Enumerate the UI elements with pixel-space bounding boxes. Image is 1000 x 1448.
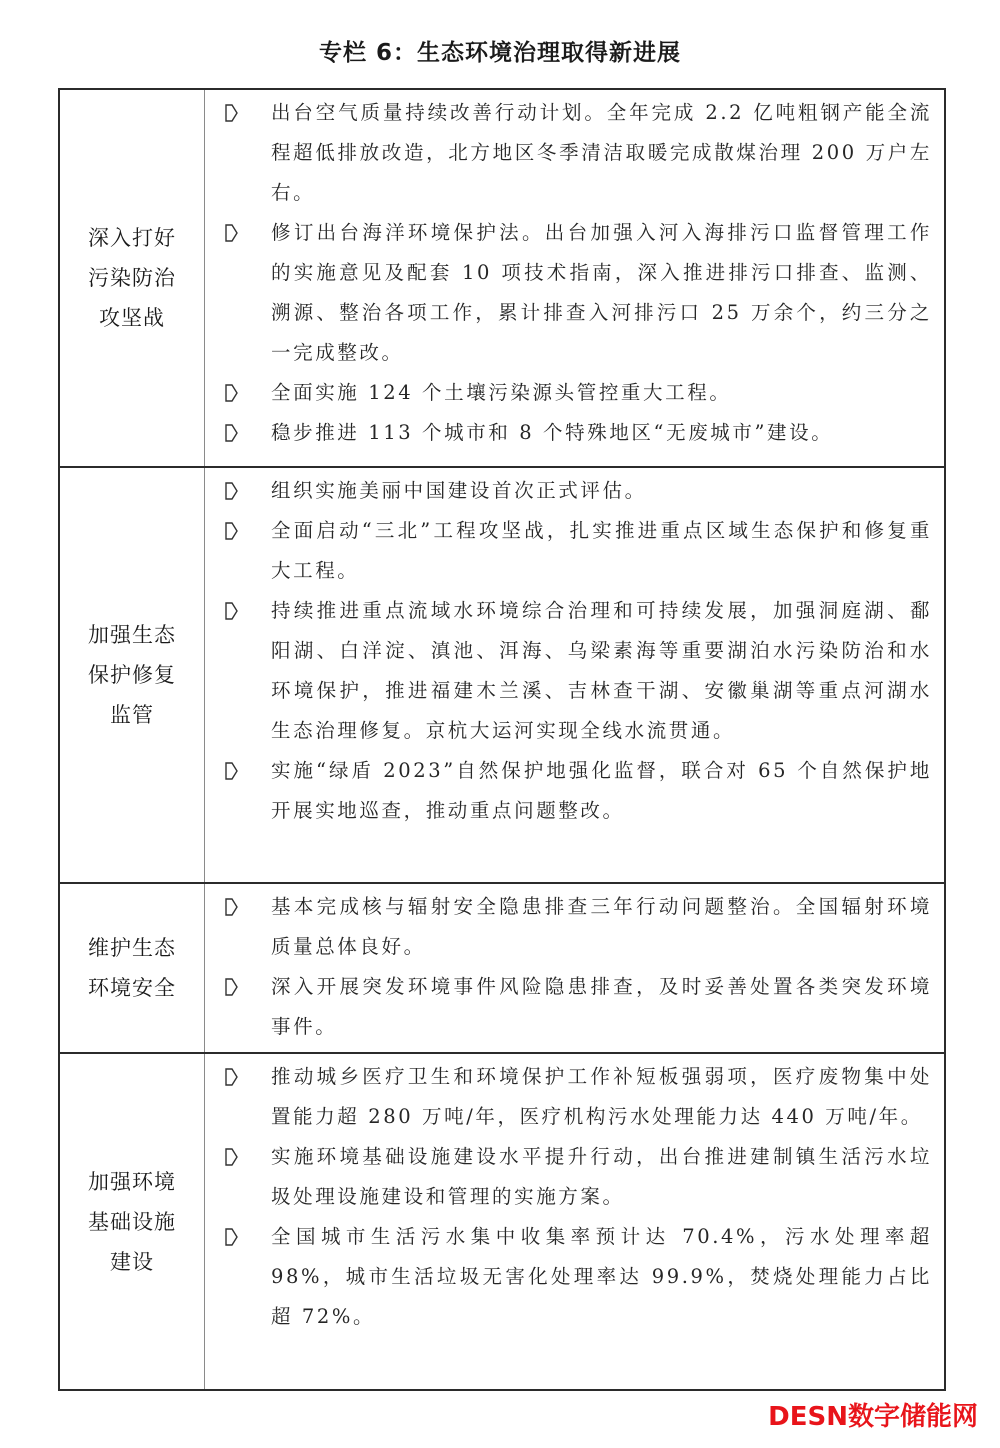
list-item-text: 稳步推进 113 个城市和 8 个特殊地区“无废城市”建设。 [271,421,834,444]
row-content-cell [205,1054,944,1389]
hollow-arrow-right-icon [225,967,271,1007]
hollow-arrow-right-icon [225,511,271,551]
watermark-logo: DESN数字储能网 [768,1402,978,1432]
hollow-arrow-right-icon [225,887,271,927]
row-label: 维护生态环境安全 [88,936,176,1000]
list-item [225,591,932,751]
row-label-cell [60,884,205,1052]
hollow-arrow-right-icon [225,751,271,791]
row-content-cell [205,468,944,882]
list-item [225,751,932,831]
list-item [225,93,932,213]
row-label: 加强环境基础设施建设 [88,1169,176,1274]
row-label: 加强生态保护修复监管 [88,623,176,727]
list-item [225,213,932,373]
list-item [225,1217,932,1337]
list-item [225,1137,932,1217]
list-item-text: 实施“绿盾 2023”自然保护地强化监督，联合对 65 个自然保护地开展实地巡查，推动重点问题整改。 [271,759,932,822]
row-content-cell [205,90,944,466]
list-item-text: 出台空气质量持续改善行动计划。全年完成 2.2 亿吨粗钢产能全流程超低排放改造，北方地区冬季清洁取暖完成散煤治理 200 万户左右。 [271,101,932,204]
list-item [225,511,932,591]
list-item [225,373,932,413]
list-item-text: 深入开展突发环境事件风险隐患排查，及时妥善处置各类突发环境事件。 [271,975,932,1038]
hollow-arrow-right-icon [225,1217,271,1257]
page-title: 专栏 6：生态环境治理取得新进展 [318,40,681,66]
list-item-text: 全面启动“三北”工程攻坚战，扎实推进重点区域生态保护和修复重大工程。 [271,519,932,582]
list-item-text: 推动城乡医疗卫生和环境保护工作补短板强弱项，医疗废物集中处置能力超 280 万吨/年，医疗机构污水处理能力达 440 万吨/年。 [271,1065,932,1128]
hollow-arrow-right-icon [225,373,271,413]
list-item [225,1057,932,1137]
list-item-text: 全国城市生活污水集中收集率预计达 70.4%，污水处理率超 98%，城市生活垃圾无害化处理率达 99.9%，焚烧处理能力占比超 72%。 [271,1225,932,1328]
list-item-text: 组织实施美丽中国建设首次正式评估。 [271,479,647,502]
hollow-arrow-right-icon [225,1137,271,1177]
hollow-arrow-right-icon [225,591,271,631]
row-label: 深入打好污染防治攻坚战 [88,226,176,330]
list-item-text: 持续推进重点流域水环境综合治理和可持续发展，加强洞庭湖、鄱阳湖、白洋淀、滇池、洱海、乌梁素海等重要湖泊水污染防治和水环境保护，推进福建木兰溪、吉林查干湖、安徽巢湖等重点河湖水生态治理修复。京杭大运河实现全线水流贯通。 [271,599,932,742]
table-row-safety [60,882,944,1052]
list-item-text: 实施环境基础设施建设水平提升行动，出台推进建制镇生活污水垃圾处理设施建设和管理的实施方案。 [271,1145,932,1208]
row-label-cell [60,468,205,882]
row-content-cell [205,884,944,1052]
list-item-text: 全面实施 124 个土壤污染源头管控重大工程。 [271,381,732,404]
row-label-cell [60,90,205,466]
list-item [225,413,932,453]
progress-table [58,88,946,1391]
list-item [225,887,932,967]
list-item-text: 基本完成核与辐射安全隐患排查三年行动问题整治。全国辐射环境质量总体良好。 [271,895,932,958]
hollow-arrow-right-icon [225,413,271,453]
hollow-arrow-right-icon [225,213,271,253]
list-item [225,967,932,1047]
hollow-arrow-right-icon [225,471,271,511]
list-item [225,471,932,511]
row-label-cell [60,1054,205,1389]
hollow-arrow-right-icon [225,1057,271,1097]
table-row-ecology [60,466,944,882]
hollow-arrow-right-icon [225,93,271,133]
table-row-infrastructure [60,1052,944,1389]
table-row-pollution [60,90,944,466]
list-item-text: 修订出台海洋环境保护法。出台加强入河入海排污口监督管理工作的实施意见及配套 10 项技术指南，深入推进排污口排查、监测、溯源、整治各项工作，累计排查入河排污口 25 万余个，约三分之一完成整改。 [271,221,932,364]
